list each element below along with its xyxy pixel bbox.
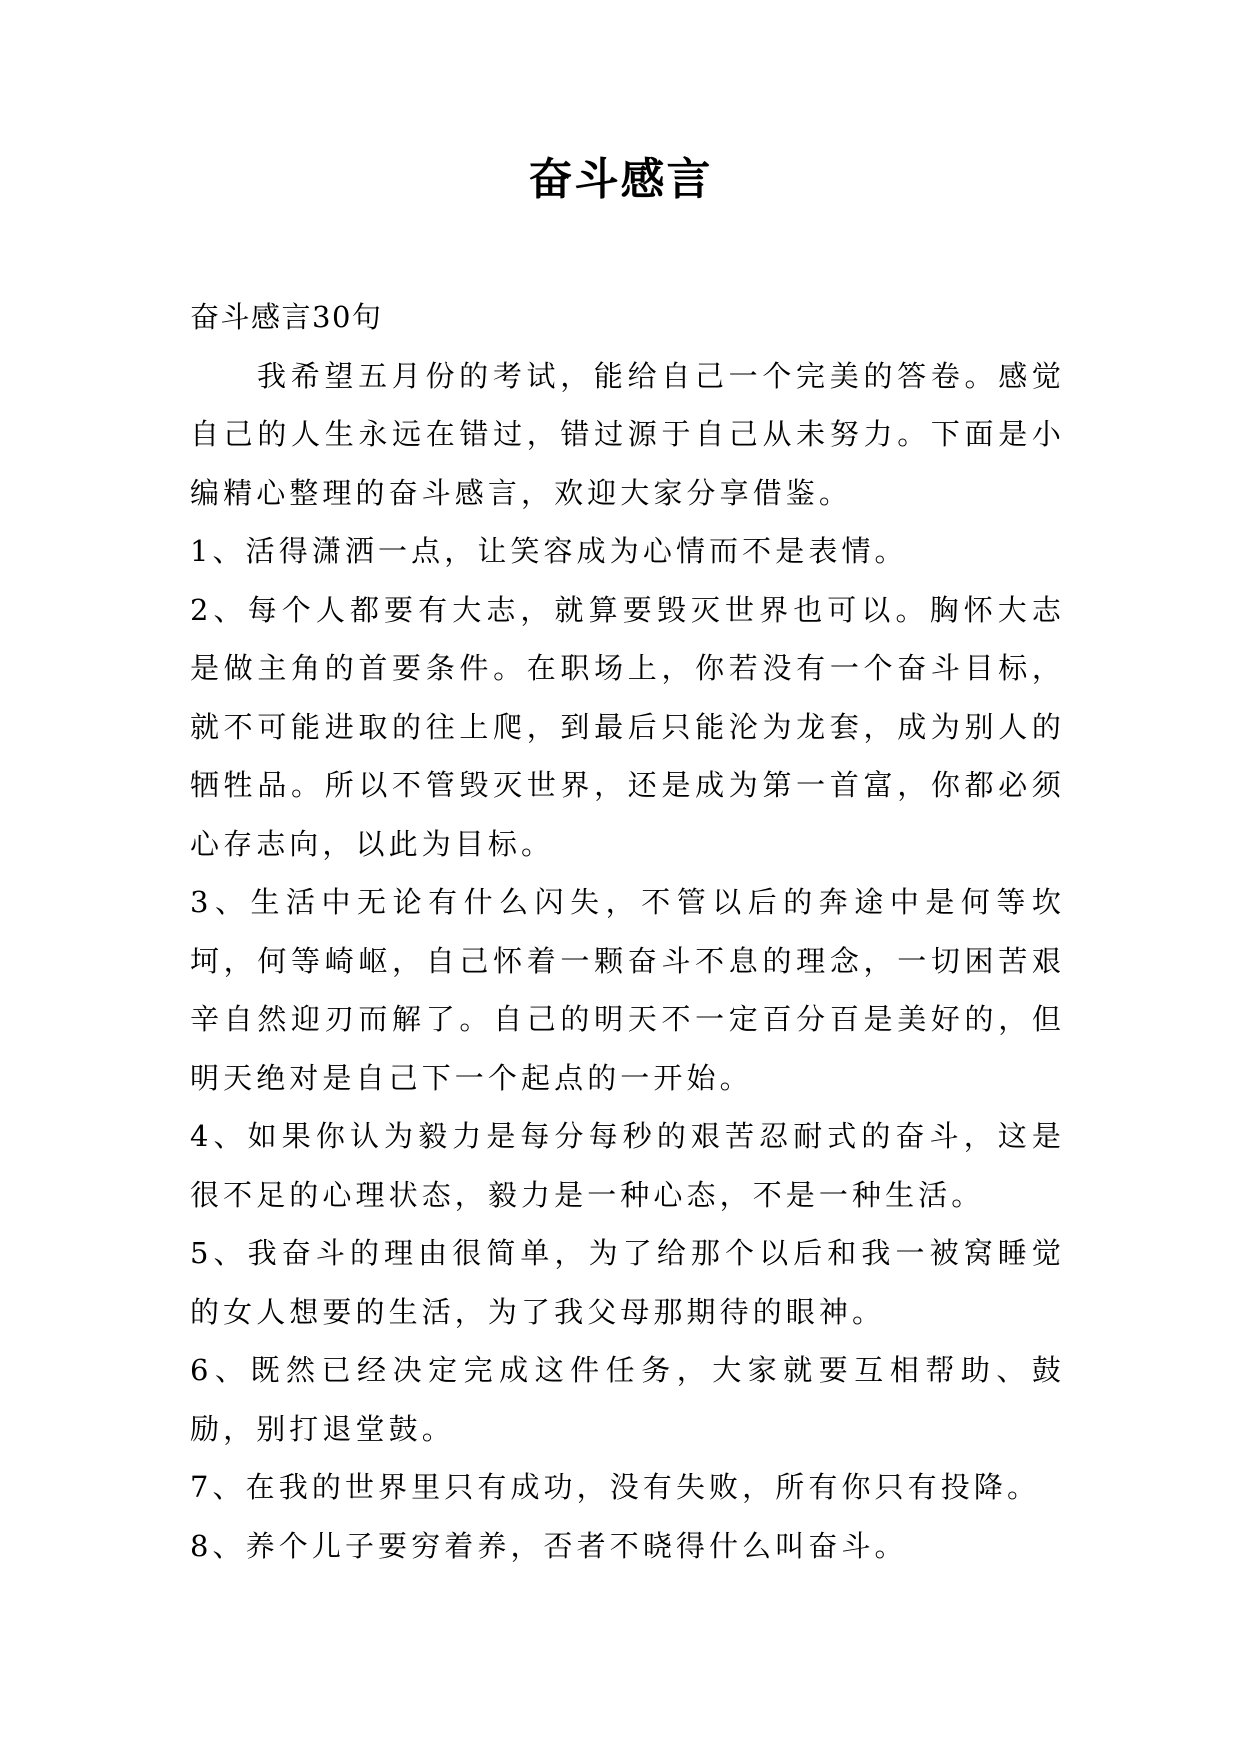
list-item: 3、生活中无论有什么闪失，不管以后的奔途中是何等坎坷，何等崎岖，自己怀着一颗奋斗不息的理念，一切困苦艰辛自然迎刃而解了。自己的明天不一定百分百是美好的，但明天绝对是自己下一个起点的一开始。 — [190, 885, 1065, 1095]
list-item: 6、既然已经决定完成这件任务，大家就要互相帮助、鼓励，别打退堂鼓。 — [190, 1353, 1065, 1446]
document-title: 奋斗感言 — [528, 154, 713, 205]
intro-paragraph: 我希望五月份的考试，能给自己一个完美的答卷。感觉自己的人生永远在错过，错过源于自己从未努力。下面是小编精心整理的奋斗感言，欢迎大家分享借鉴。 — [190, 358, 1065, 510]
list-item: 2、每个人都要有大志，就算要毁灭世界也可以。胸怀大志是做主角的首要条件。在职场上，你若没有一个奋斗目标，就不可能进取的往上爬，到最后只能沦为龙套，成为别人的牺牲品。所以不管毁灭世界，还是成为第一首富，你都必须心存志向，以此为目标。 — [190, 592, 1065, 861]
list-item: 7、在我的世界里只有成功，没有失败，所有你只有投降。 — [190, 1470, 1041, 1504]
list-item: 5、我奋斗的理由很简单，为了给那个以后和我一被窝睡觉的女人想要的生活，为了我父母那期待的眼神。 — [190, 1236, 1065, 1329]
document-subtitle: 奋斗感言30句 — [190, 300, 383, 334]
list-item: 4、如果你认为毅力是每分每秒的艰苦忍耐式的奋斗，这是很不足的心理状态，毅力是一种心态，不是一种生活。 — [190, 1119, 1065, 1212]
list-item: 8、养个儿子要穷着养，否者不晓得什么叫奋斗。 — [190, 1528, 908, 1563]
list-item: 1、活得潇洒一点，让笑容成为心情而不是表情。 — [190, 534, 908, 568]
document-body — [190, 288, 1065, 1575]
